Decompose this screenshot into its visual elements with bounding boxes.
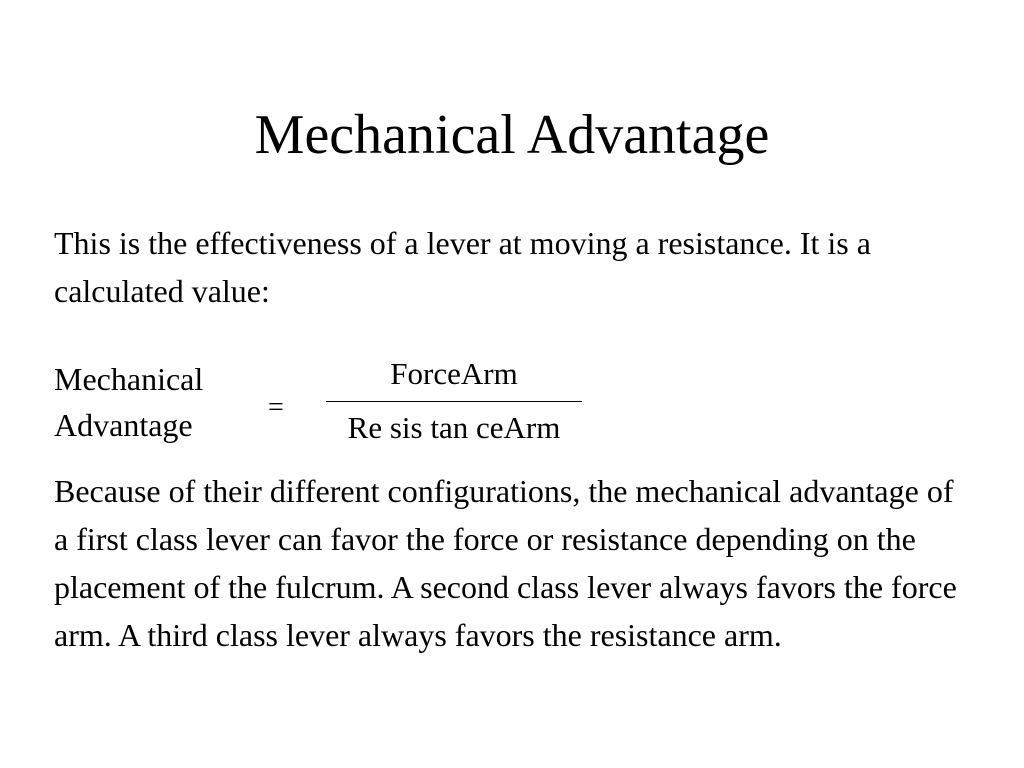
formula-fraction xyxy=(326,352,582,450)
intro-paragraph: This is the effectiveness of a lever at moving a resistance. It is a calculated value: xyxy=(54,225,871,309)
body-paragraph: Because of their different configurations, the mechanical advantage of a first class lever can favor the force or resistance depending on the placement of the fulcrum. A second class lever always favors the force arm. A third class lever always favors the resistance arm. xyxy=(54,473,957,653)
formula-denominator: Re sis tan ceArm xyxy=(347,410,561,445)
slide-title: Mechanical Advantage xyxy=(254,104,770,166)
formula-numerator: ForceArm xyxy=(390,356,518,391)
formula-left-side xyxy=(54,356,294,448)
formula-lhs-line-1: Mechanical xyxy=(54,361,204,397)
formula-equals-sign: = xyxy=(268,392,284,423)
fraction-bar xyxy=(326,401,582,402)
formula-lhs-line-2: Advantage xyxy=(54,407,193,443)
